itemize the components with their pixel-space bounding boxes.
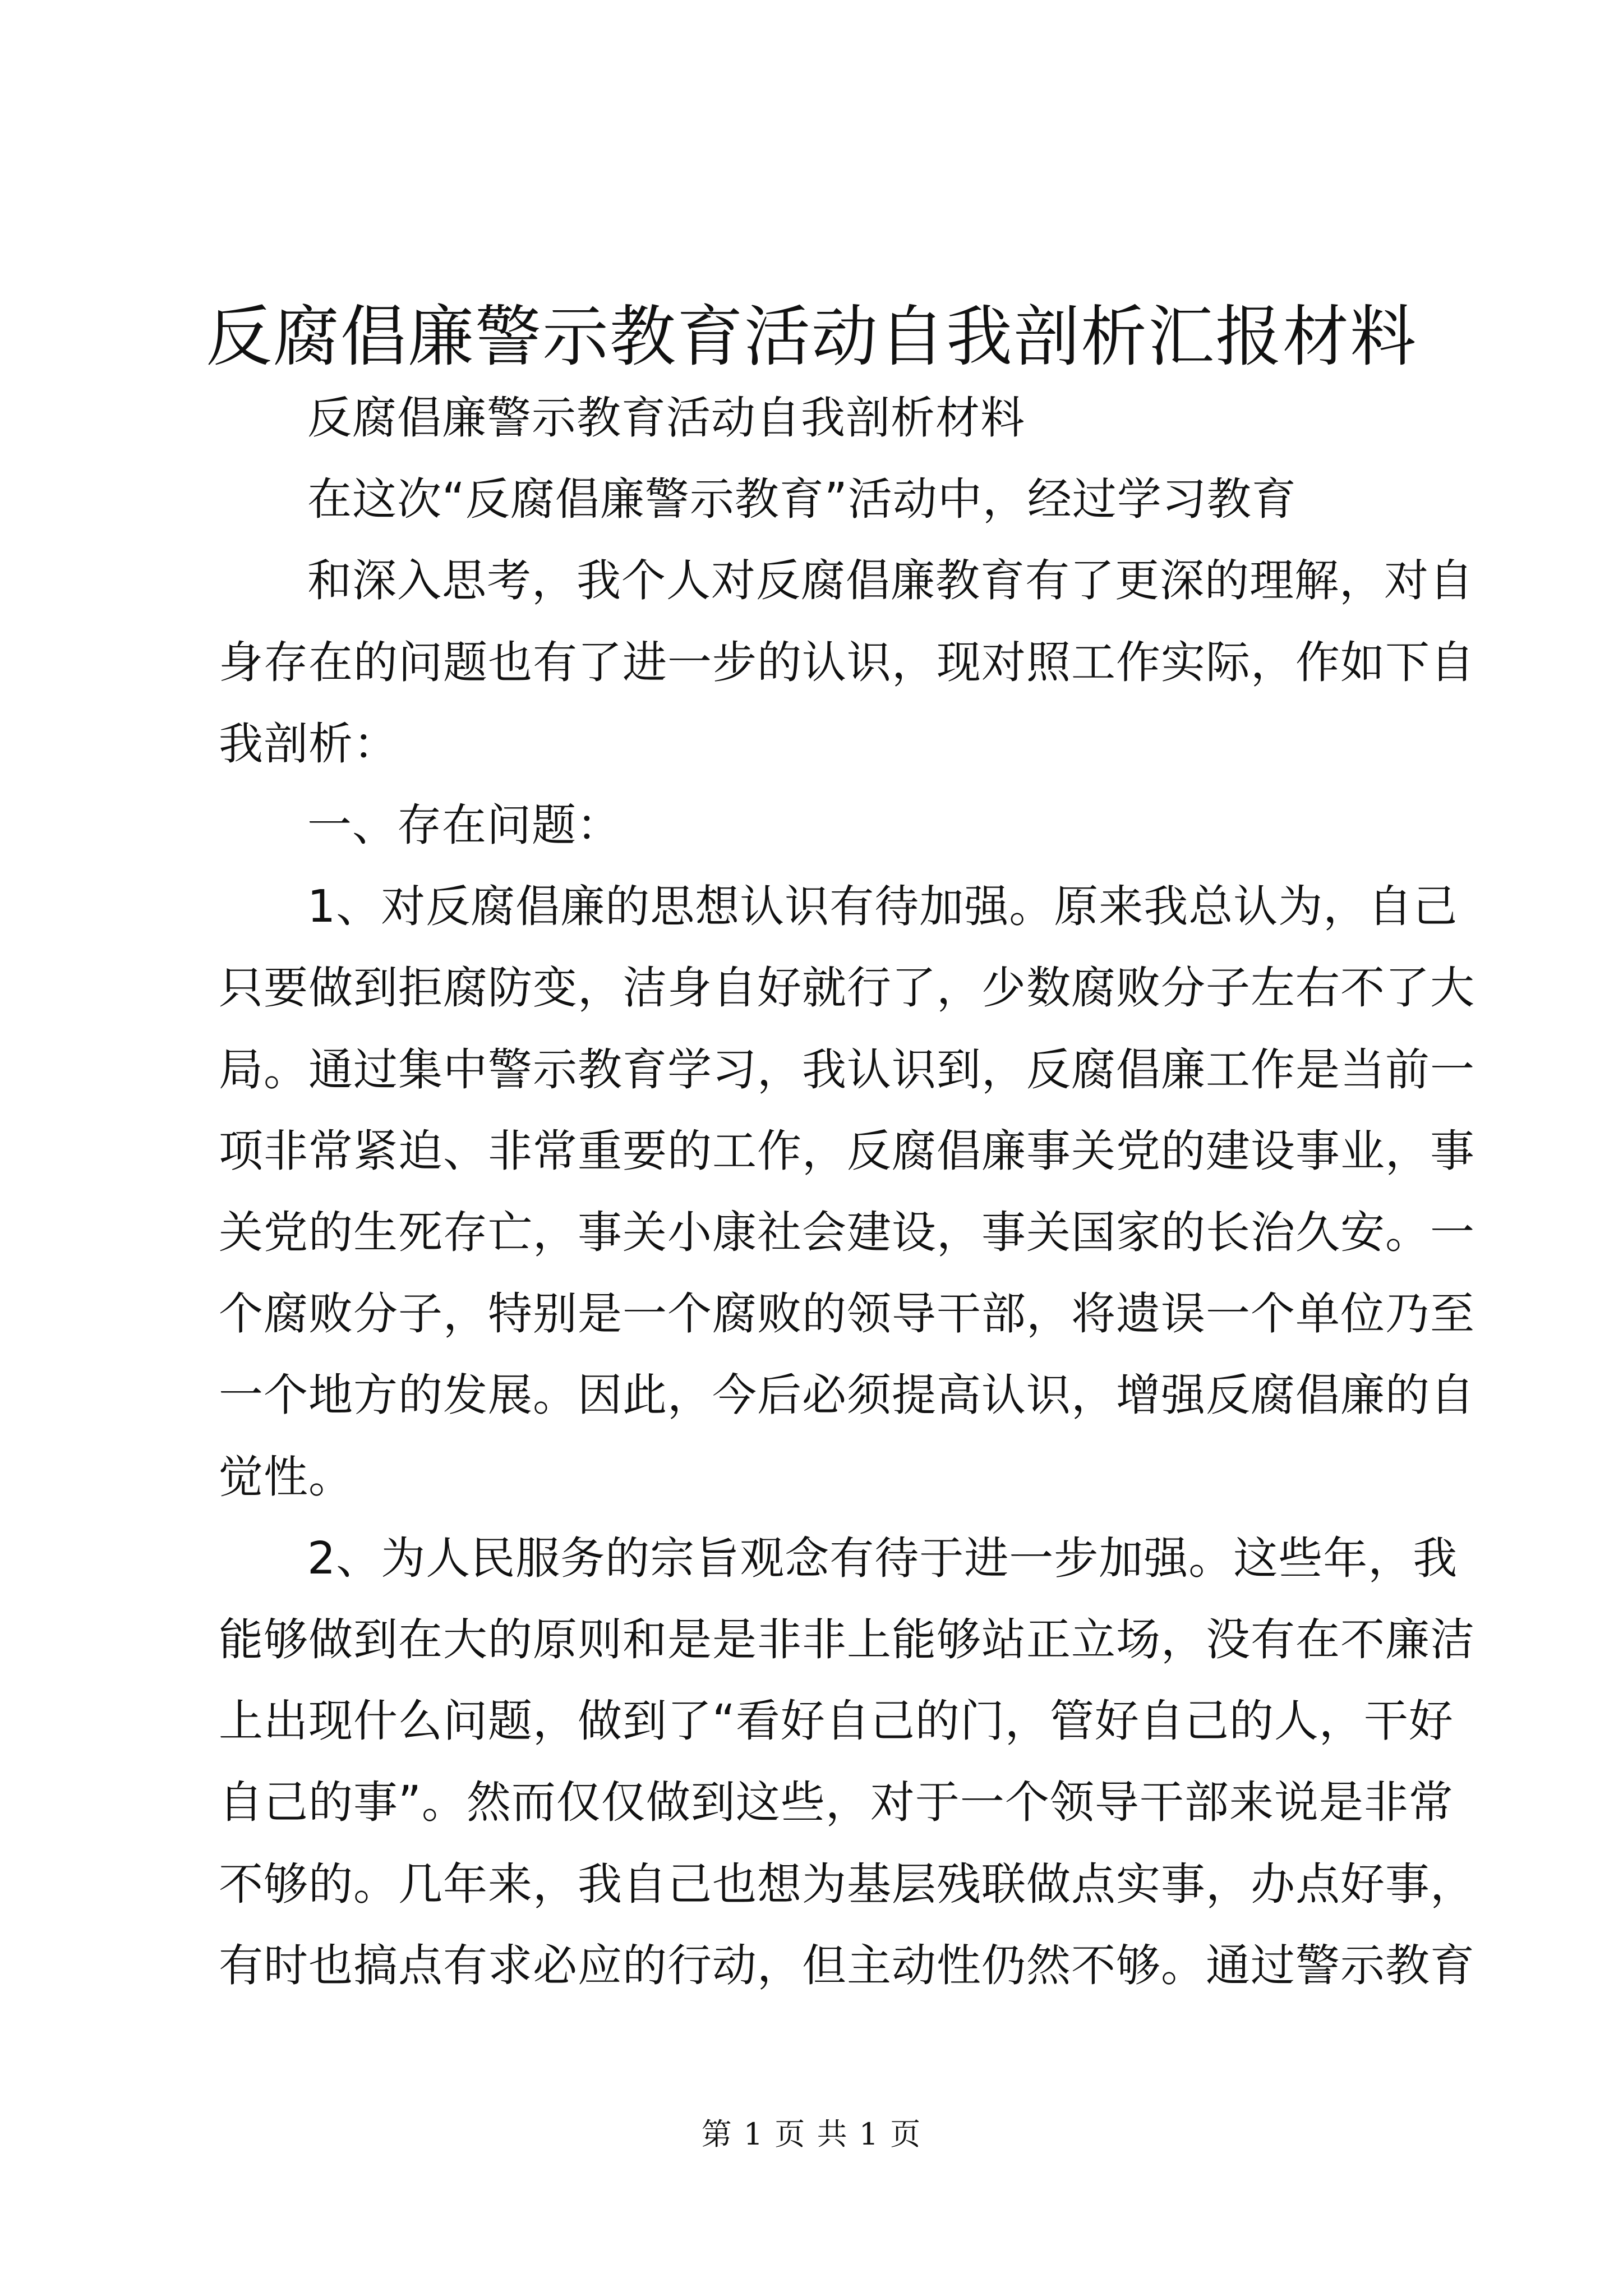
body-line: 觉性。 — [219, 1451, 353, 1503]
body-line: 和深入思考，我个人对反腐倡廉教育有了更深的理解，对自 — [307, 555, 1474, 606]
body-line: 一、存在问题： — [307, 799, 621, 851]
body-line: 个腐败分子，特别是一个腐败的领导干部，将遗误一个单位乃至 — [219, 1288, 1475, 1340]
body-line: 身存在的问题也有了进一步的认识，现对照工作实际，作如下自 — [219, 637, 1475, 688]
body-line: 上出现什么问题，做到了“看好自己的门，管好自己的人，干好 — [219, 1695, 1454, 1747]
body-line: 有时也搞点有求必应的行动，但主动性仍然不够。通过警示教育 — [219, 1940, 1475, 1991]
body-line: 不够的。几年来，我自己也想为基层残联做点实事，办点好事， — [219, 1858, 1475, 1910]
body-line: 2、为人民服务的宗旨观念有待于进一步加强。这些年，我 — [307, 1533, 1458, 1584]
body-line: 自己的事”。然而仅仅做到这些，对于一个领导干部来说是非常 — [219, 1777, 1454, 1828]
body-line: 1、对反腐倡廉的思想认识有待加强。原来我总认为，自己 — [307, 881, 1458, 932]
body-line: 局。通过集中警示教育学习，我认识到，反腐倡廉工作是当前一 — [219, 1044, 1475, 1096]
body-line: 关党的生死存亡，事关小康社会建设，事关国家的长治久安。一 — [219, 1207, 1475, 1258]
body-line: 项非常紧迫、非常重要的工作，反腐倡廉事关党的建设事业，事 — [219, 1125, 1475, 1177]
body-line: 我剖析： — [219, 718, 398, 770]
document-title: 反腐倡廉警示教育活动自我剖析汇报材料 — [205, 298, 1417, 375]
body-line: 在这次“反腐倡廉警示教育”活动中，经过学习教育 — [307, 473, 1297, 525]
body-line: 一个地方的发展。因此，今后必须提高认识，增强反腐倡廉的自 — [219, 1369, 1475, 1421]
page-footer: 第 1 页 共 1 页 — [701, 2116, 922, 2152]
body-line: 只要做到拒腐防变，洁身自好就行了，少数腐败分子左右不了大 — [219, 962, 1475, 1014]
body-line: 反腐倡廉警示教育活动自我剖析材料 — [307, 392, 1025, 444]
body-line: 能够做到在大的原则和是是非非上能够站正立场，没有在不廉洁 — [219, 1614, 1475, 1665]
